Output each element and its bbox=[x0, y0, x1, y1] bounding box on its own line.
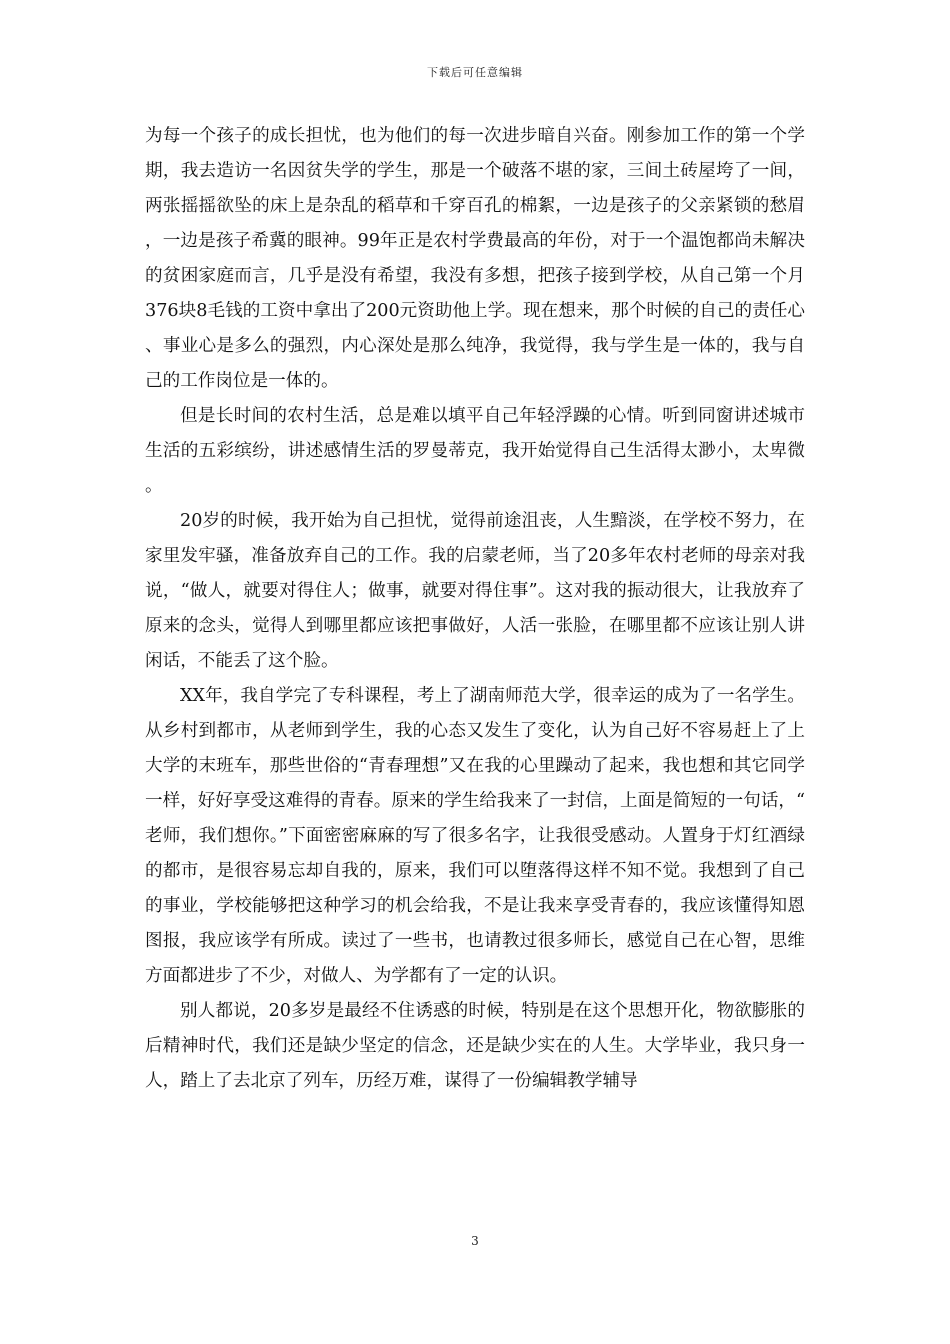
paragraph: 别人都说，20多岁是最经不住诱惑的时候，特别是在这个思想开化，物欲膨胀的后精神时代，我们还是缺少坚定的信念，还是缺少实在的人生。大学毕业，我只身一人，踏上了去北京了列车，历经万难，谋得了一份编辑教学辅导 bbox=[145, 1001, 805, 1091]
document-body bbox=[145, 119, 805, 1099]
paragraph-continued: 为每一个孩子的成长担忧，也为他们的每一次进步暗自兴奋。刚参加工作的第一个学期，我去造访一名因贫失学的学生，那是一个破落不堪的家，三间土砖屋垮了一间，两张摇摇欲坠的床上是杂乱的稻草和千穿百孔的棉絮，一边是孩子的父亲紧锁的愁眉，一边是孩子希冀的眼神。99年正是农村学费最高的年份，对于一个温饱都尚未解决的贫困家庭而言，几乎是没有希望，我没有多想，把孩子接到学校，从自己第一个月376块8毛钱的工资中拿出了200元资助他上学。现在想来，那个时候的自己的责任心、事业心是多么的强烈，内心深处是那么纯净，我觉得，我与学生是一体的，我与自己的工作岗位是一体的。 bbox=[145, 126, 805, 391]
paragraph: 20岁的时候，我开始为自己担忧，觉得前途沮丧，人生黯淡，在学校不努力，在家里发牢骚，准备放弃自己的工作。我的启蒙老师，当了20多年农村老师的母亲对我说，“做人，就要对得住人；做事，就要对得住事”。这对我的振动很大，让我放弃了原来的念头，觉得人到哪里都应该把事做好，人活一张脸，在哪里都不应该让别人讲闲话，不能丢了这个脸。 bbox=[145, 511, 805, 671]
paragraph: XX年，我自学完了专科课程，考上了湖南师范大学，很幸运的成为了一名学生。从乡村到都市，从老师到学生，我的心态又发生了变化，认为自己好不容易赶上了上大学的末班车，那些世俗的“青春理想”又在我的心里躁动了起来，我也想和其它同学一样，好好享受这难得的青春。原来的学生给我来了一封信，上面是简短的一句话，“老师，我们想你。”下面密密麻麻的写了很多名字，让我很受感动。人置身于灯红酒绿的都市，是很容易忘却自我的，原来，我们可以堕落得这样不知不觉。我想到了自己的事业，学校能够把这种学习的机会给我，不是让我来享受青春的，我应该懂得知恩图报，我应该学有所成。读过了一些书，也请教过很多师长，感觉自己在心智，思维方面都进步了不少，对做人、为学都有了一定的认识。 bbox=[145, 686, 805, 986]
paragraph: 但是长时间的农村生活，总是难以填平自己年轻浮躁的心情。听到同窗讲述城市生活的五彩缤纷，讲述感情生活的罗曼蒂克，我开始觉得自己生活得太渺小，太卑微。 bbox=[145, 406, 805, 496]
page-number: 3 bbox=[471, 1234, 479, 1248]
page-header: 下载后可任意编辑 bbox=[427, 66, 523, 79]
